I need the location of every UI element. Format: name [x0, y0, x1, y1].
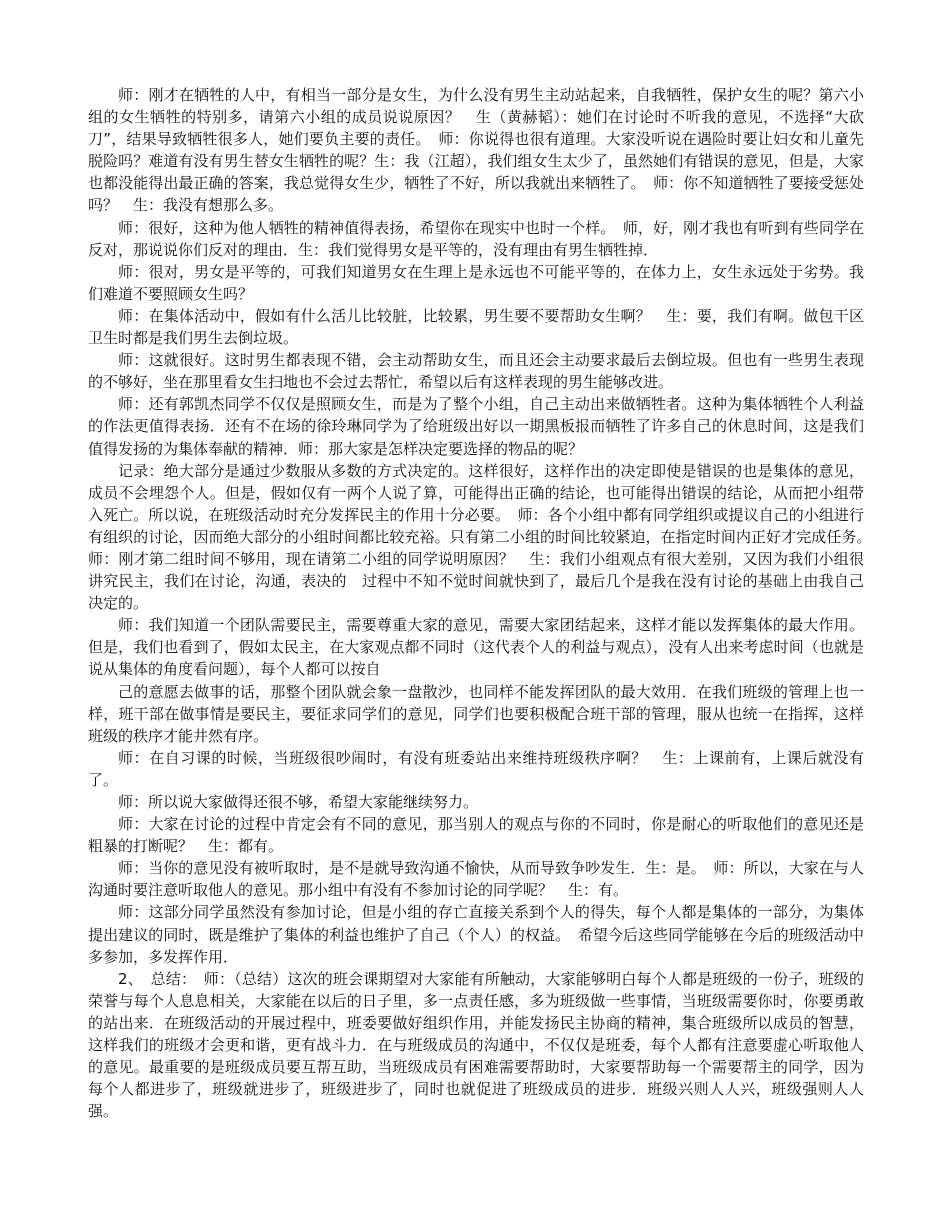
paragraph: 师：这部分同学虽然没有参加讨论，但是小组的存亡直接关系到个人的得失，每个人都是集体的一部分，为集体提出建议的同时，既是维护了集体的利益也维护了自己（个人）的权益。 希望今后这些同学能够在今后的班级活动中多参加，多发挥作用． [88, 903, 864, 966]
paragraph: 师：我们知道一个团队需要民主，需要尊重大家的意见，需要大家团结起来，这样才能以发挥集体的最大作用。但是，我们也看到了，假如太民主，在大家观点都不同时（这代表个人的利益与观点），没有人出来考虑时间（也就是说从集体的角度看问题），每个人都可以按自 [88, 616, 864, 679]
paragraph: 师：很对，男女是平等的，可我们知道男女在生理上是永远也不可能平等的，在体力上，女生永远处于劣势。我们难道不要照顾女生吗？ [88, 262, 864, 303]
paragraph: 师：刚才在牺牲的人中，有相当一部分是女生，为什么没有男生主动站起来，自我牺牲，保护女生的呢？第六小组的女生牺牲的特别多，请第六小组的成员说说原因？ 生（黄赫韬）：她们在讨论时不听我的意见，不选择“大砍刀”，结果导致牺牲很多人，她们要负主要的责任。 师：你说得也很有道理。大家没听说在遇险时要让妇女和儿童先脱险吗？难道有没有男生替女生牺牲的呢？生：我（江超），我们组女生太少了，虽然她们有错误的意见，但是，大家也都没能得出最正确的答案，我总觉得女生少，牺牲了不好，所以我就出来牺牲了。 师：你不知道牺牲了要接受惩处吗？ 生：我没有想那么多。 [88, 86, 864, 215]
paragraph: 师：在集体活动中，假如有什么活儿比较脏，比较累，男生要不要帮助女生啊？ 生：要，我们有啊。做包干区卫生时都是我们男生去倒垃圾。 [88, 306, 864, 348]
paragraph: 师：所以说大家做得还很不够，希望大家能继续努力。 [118, 793, 479, 811]
paragraph: 师：还有郭凯杰同学不仅仅是照顾女生，而是为了整个小组，自己主动出来做牺牲者。这种为集体牺牲个人利益的作法更值得表扬．还有不在场的徐玲琳同学为了给班级出好以一期黑板报而牺牲了许多自己的休息时间，这是我们值得发扬的为集体奉献的精神．师：那大家是怎样决定要选择的物品的呢？ [88, 395, 864, 458]
paragraph: 己的意愿去做事的话，那整个团队就会象一盘散沙，也同样不能发挥团队的最大效用．在我们班级的管理上也一样，班干部在做事情是要民主，要征求同学们的意见，同学们也要积极配合班干部的管理，服从也统一在指挥，这样班级的秩序才能井然有序。 [88, 682, 864, 745]
paragraph: 师：大家在讨论的过程中肯定会有不同的意见，那当别人的观点与你的不同时，你是耐心的听取他们的意见还是粗暴的打断呢？ 生：都有。 [88, 815, 864, 856]
paragraph: 记录：绝大部分是通过少数服从多数的方式决定的。这样很好，这样作出的决定即使是错误的也是集体的意见，成员不会埋怨个人。但是，假如仅有一两个人说了算，可能得出正确的结论，也可能得出错误的结论，从而把小组带入死亡。所以说，在班级活动时充分发挥民主的作用十分必要。 师：各个小组中都有同学组织或提议自己的小组进行有组织的讨论，因而绝大部分的小组时间都比较充裕。只有第二小组的时间比较紧迫，在指定时间内正好才完成任务。 师：刚才第二组时间不够用，现在请第二小组的同学说明原因？ 生：我们小组观点有很大差别，又因为我们小组很讲究民主，我们在讨论，沟通，表决的 过程中不知不觉时间就快到了，最后几个是我在没有讨论的基础上由我自己决定的。 [88, 461, 880, 613]
paragraph: 师：这就很好。这时男生都表现不错，会主动帮助女生，而且还会主动要求最后去倒垃圾。但也有一些男生表现的不够好，坐在那里看女生扫地也不会过去帮忙，希望以后有这样表现的男生能够改进。 [88, 351, 864, 392]
paragraph: 师：当你的意见没有被听取时，是不是就导致沟通不愉快，从而导致争吵发生．生：是。 师：所以，大家在与人沟通时要注意听取他人的意见。那小组中有没有不参加讨论的同学呢？ 生：有。 [88, 859, 864, 900]
paragraph: 师：很好，这种为他人牺牲的精神值得表扬，希望你在现实中也时一个样。 师，好，刚才我也有听到有些同学在反对，那说说你们反对的理由．生：我们觉得男女是平等的，没有理由有男生牺牲掉． [88, 218, 864, 259]
paragraph: 师：在自习课的时候，当班级很吵闹时，有没有班委站出来维持班级秩序啊？ 生：上课前有，上课后就没有了。 [88, 748, 864, 789]
summary-paragraph: 2、 总结： 师：（总结）这次的班会课期望对大家能有所触动，大家能够明白每个人都是班级的一份子，班级的荣誉与每个人息息相关，大家能在以后的日子里，多一点责任感，多为班级做一些事情，当班级需要你时，你要勇敢的站出来．在班级活动的开展过程中，班委要做好组织作用，并能发扬民主协商的精神，集合班级所以成员的智慧，这样我们的班级才会更和谐，更有战斗力．在与班级成员的沟通中，不仅仅是班委，每个人都有注意要虚心听取他人的意见。最重要的是班级成员要互帮互助，当班级成员有困难需要帮助时，大家要帮助每一个需要帮主的同学，因为每个人都进步了，班级就进步了，班级进步了，同时也就促进了班级成员的进步．班级兴则人人兴，班级强则人人强。 [88, 969, 864, 1121]
document-body [88, 84, 880, 1122]
